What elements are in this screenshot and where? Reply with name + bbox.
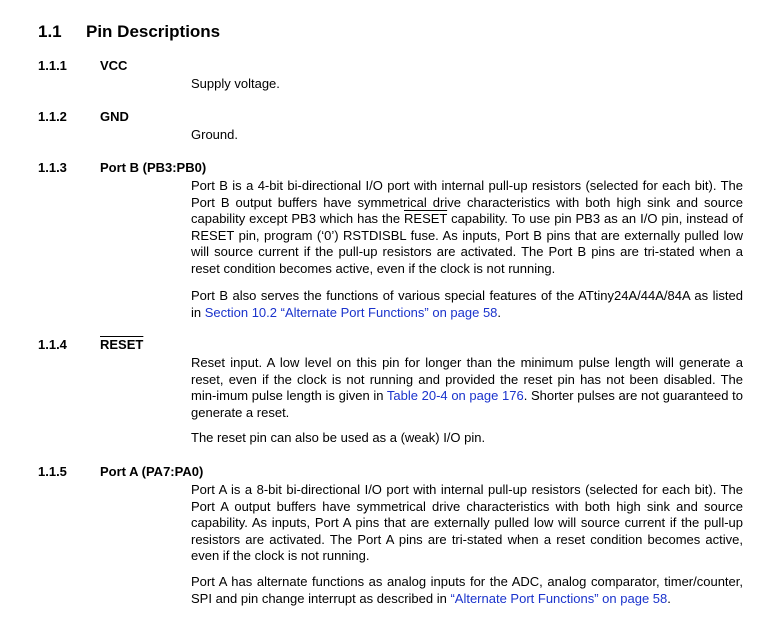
section-10-2-link[interactable]: Section 10.2 “Alternate Port Functions” on page 58 (204, 304, 498, 320)
table-20-4-link[interactable]: Table 20-4 on page 176 (386, 388, 524, 404)
text-run: Reset input. A low level on this pin for longer than the minimum pulse length will generate a reset, even if the clock is not running and provided the reset pin has not been disabled. The min-imum pulse length is given in (191, 355, 743, 404)
section-number: 1.1 (38, 22, 62, 41)
subsection-title: Port B (PB3:PB0) (100, 160, 207, 175)
reset-paragraph-1 (191, 355, 743, 421)
subsection-number: 1.1.3 (38, 160, 67, 175)
porta-paragraph-2 (191, 574, 743, 607)
porta-paragraph-1: Port A is a 8-bit bi-directional I/O port with internal pull-up resistors (selected for each bit). The Port A output buffers have symmetrical drive characteristics with both high sink and source capability. As inputs, Port A pins that are externally pulled low will source current if the pull-up resistors are activated. The Port A pins are tri-stated when a reset condition becomes active, even if the clock is not running. (191, 482, 743, 564)
text-run: Port B also serves the functions of various special features of the ATtiny24A/44A/84A as listed in (191, 288, 743, 320)
subsection-title: Port A (PA7:PA0) (100, 464, 204, 479)
vcc-description: Supply voltage. (191, 76, 280, 91)
text-run: . (667, 590, 671, 606)
text-run: . (497, 304, 502, 320)
gnd-description: Ground. (191, 127, 238, 142)
text-run: Port B is a 4-bit bi-directional I/O port with internal pull-up resistors (selected for each bit). The Port B output buffers have symmetrical drive characteristics with both high sink and source capability except PB3 which has the (191, 178, 743, 227)
subsection-title: VCC (100, 58, 128, 73)
reset-paragraph-2: The reset pin can also be used as a (weak) I/O pin. (191, 430, 486, 445)
reset-signal-name: RESET (404, 211, 448, 227)
text-run: Port A has alternate functions as analog inputs for the ADC, analog comparator, timer/counter, SPI and pin change interrupt as described in (191, 574, 743, 606)
portb-paragraph-2 (191, 288, 743, 321)
subsection-number: 1.1.4 (38, 337, 67, 352)
alternate-port-functions-link[interactable]: “Alternate Port Functions” on page 58 (450, 590, 668, 606)
subsection-number: 1.1.2 (38, 109, 67, 124)
portb-paragraph-1 (191, 178, 743, 278)
subsection-title: GND (100, 109, 129, 124)
subsection-number: 1.1.1 (38, 58, 67, 73)
text-run: . Shorter pulses are not guaranteed to generate a reset. (191, 388, 743, 420)
text-run: capability. To use pin PB3 as an I/O pin, instead of RESET pin, program (‘0’) RSTDISBL fuse. As inputs, Port B pins that are externally pulled low will source current if the pull-up resistors are activated. The Port B pins are tri-stated when a reset condition becomes active, even if the clock is not running. (191, 211, 743, 276)
subsection-title: RESET (100, 337, 144, 352)
subsection-number: 1.1.5 (38, 464, 67, 479)
section-title: Pin Descriptions (86, 22, 221, 41)
